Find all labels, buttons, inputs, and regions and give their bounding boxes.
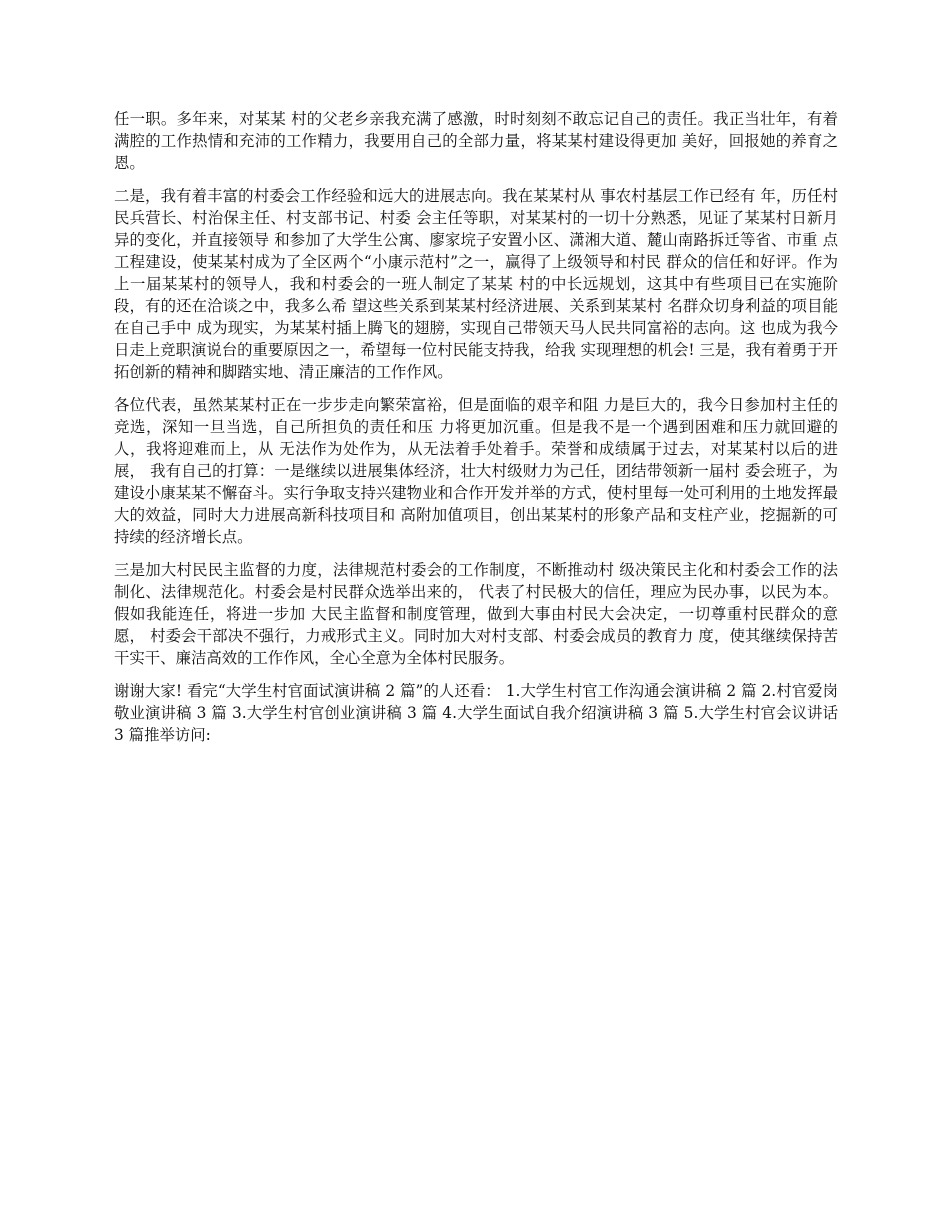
- paragraph-4: 三是加大村民民主监督的力度，法律规范村委会的工作制度，不断推动村 级决策民主化和村委会工作的法制化、法律规范化。村委会是村民群众选举出来的， 代表了村民极大的信任，理应为民办事，以民为本。假如我能连任，将进一步加 大民主监督和制度管理，做到大事由村民大会决定，一切尊重村民群众的意愿， 村委会干部决不强行，力戒形式主义。同时加大对村支部、村委会成员的教育力 度，使其继续保持苦干实干、廉洁高效的工作作风，全心全意为全体村民服务。: [114, 561, 838, 667]
- paragraph-5-related-links: 谢谢大家! 看完“大学生村官面试演讲稿 2 篇”的人还看： 1.大学生村官工作沟通会演讲稿 2 篇 2.村官爱岗敬业演讲稿 3 篇 3.大学生村官创业演讲稿 3 篇 4.大学生面试自我介绍演讲稿 3 篇 5.大学生村官会议讲话 3 篇推举访问:: [114, 682, 838, 744]
- paragraph-1: 任一职。多年来，对某某 村的父老乡亲我充满了感激，时时刻刻不敢忘记自己的责任。我正当壮年，有着 满腔的工作热情和充沛的工作精力，我要用自己的全部力量，将某某村建设得更加 美好，回报她的养育之恩。: [114, 110, 838, 172]
- paragraph-3: 各位代表，虽然某某村正在一步步走向繁荣富裕，但是面临的艰辛和阻 力是巨大的，我今日参加村主任的竞选，深知一旦当选，自己所担负的责任和压 力将更加沉重。但是我不是一个遇到困难和压力就回避的人，我将迎难而上，从 无法作为处作为，从无法着手处着手。荣誉和成绩属于过去，对某某村以后的进展， 我有自己的打算：一是继续以进展集体经济，壮大村级财力为己任，团结带领新一届村 委会班子，为建设小康某某不懈奋斗。实行争取支持兴建物业和合作开发并举的方式，使村里每一处可利用的土地发挥最大的效益，同时大力进展高新科技项目和 高附加值项目，创出某某村的形象产品和支柱产业，挖掘新的可持续的经济增长点。: [114, 396, 838, 546]
- document-body: [114, 108, 838, 757]
- paragraph-2: 二是，我有着丰富的村委会工作经验和远大的进展志向。我在某某村从 事农村基层工作已经有 年，历任村民兵营长、村治保主任、村支部书记、村委 会主任等职，对某某村的一切十分熟悉，见证了某某村日新月异的变化，并直接领导 和参加了大学生公寓、廖家垸子安置小区、潇湘大道、麓山南路拆迁等省、市重 点工程建设，使某某村成为了全区两个“小康示范村”之一，赢得了上级领导和村民 群众的信任和好评。作为上一届某某村的领导人，我和村委会的一班人制定了某某 村的中长远规划，这其中有些项目已在实施阶段，有的还在洽谈之中，我多么希 望这些关系到某某村经济进展、关系到某某村 名群众切身利益的项目能在自己手中 成为现实，为某某村插上腾飞的翅膀，实现自己带领天马人民共同富裕的志向。这 也成为我今日走上竞职演说台的重要原因之一，希望每一位村民能支持我，给我 实现理想的机会! 三是，我有着勇于开拓创新的精神和脚踏实地、清正廉洁的工作作风。: [114, 187, 838, 381]
